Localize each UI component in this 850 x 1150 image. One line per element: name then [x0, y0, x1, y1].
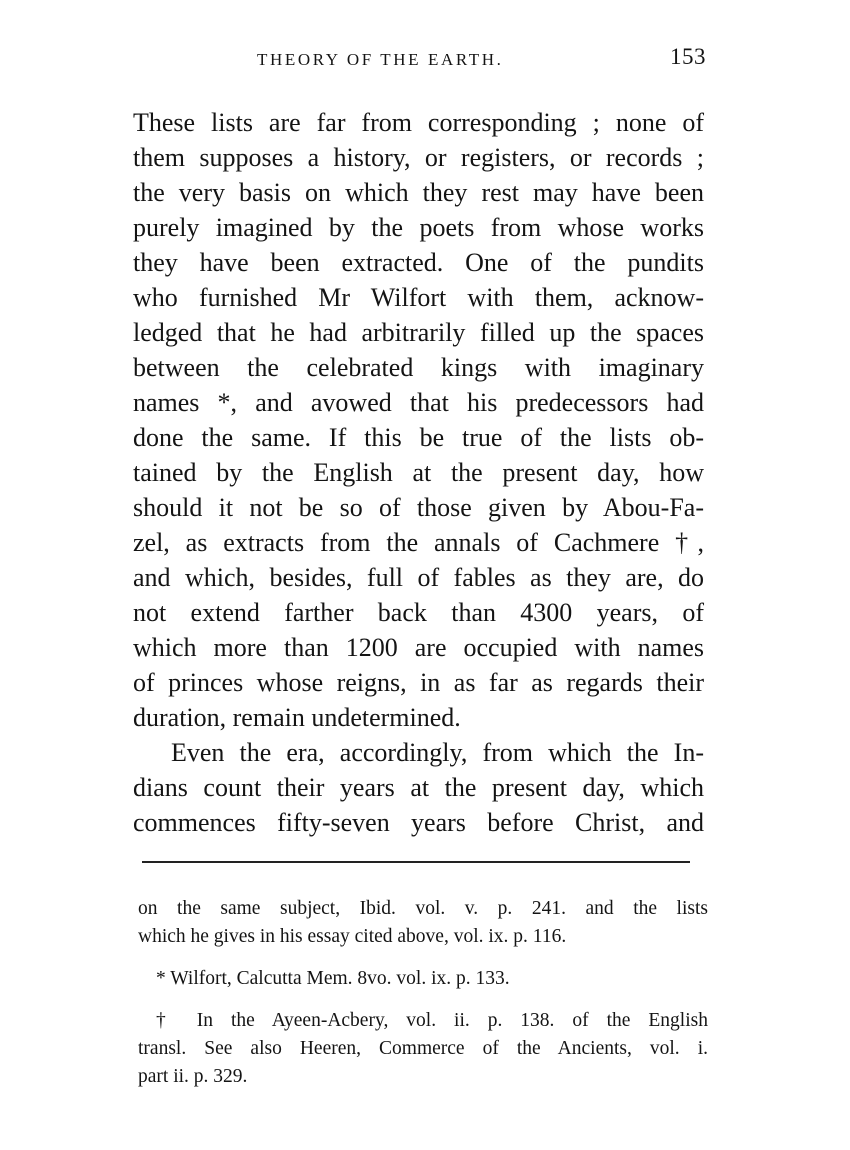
footnote-divider: [142, 861, 690, 863]
footnotes: [138, 895, 708, 1091]
body-line: between the celebrated kings with imaginary: [133, 353, 704, 382]
body-line: and which, besides, full of fables as they are, do: [133, 563, 704, 592]
body-line: purely imagined by the poets from whose works: [133, 213, 704, 242]
body-line: who furnished Mr Wilfort with them, acknow-: [133, 283, 704, 312]
body-line: tained by the English at the present day, how: [133, 458, 704, 487]
body-line: them supposes a history, or registers, or records ;: [133, 143, 704, 172]
body-line: not extend farther back than 4300 years, of: [133, 598, 704, 627]
paragraph-start-line: Even the era, accordingly, from which the In-: [171, 738, 704, 767]
body-line: the very basis on which they rest may have been: [133, 178, 704, 207]
body-line: which more than 1200 are occupied with names: [133, 633, 704, 662]
body-text: [133, 105, 704, 840]
running-title: THEORY OF THE EARTH.: [257, 50, 504, 69]
body-line: done the same. If this be true of the lists ob-: [133, 423, 704, 452]
footnote-dagger-line: transl. See also Heeren, Commerce of the Ancients, vol. i.: [138, 1038, 708, 1059]
page-number: 153: [670, 44, 706, 69]
footnote-asterisk: * Wilfort, Calcutta Mem. 8vo. vol. ix. p. 133.: [156, 968, 510, 989]
body-line: commences fifty-seven years before Christ, and: [133, 808, 704, 837]
body-line: of princes whose reigns, in as far as regards their: [133, 668, 704, 697]
body-line: they have been extracted. One of the pundits: [133, 248, 704, 277]
paragraph-end-line: duration, remain undetermined.: [133, 703, 461, 732]
body-line: dians count their years at the present day, which: [133, 773, 704, 802]
footnote-dagger-line: † In the Ayeen-Acbery, vol. ii. p. 138. of the English: [156, 1010, 708, 1031]
body-line: These lists are far from corresponding ; none of: [133, 108, 704, 137]
footnote-continued-line: on the same subject, Ibid. vol. v. p. 241. and the lists: [138, 898, 708, 919]
body-line: names *, and avowed that his predecessors had: [133, 388, 704, 417]
footnote-continued-line: which he gives in his essay cited above, vol. ix. p. 116.: [138, 926, 567, 947]
body-line: zel, as extracts from the annals of Cachmere †,: [133, 528, 704, 557]
body-line: ledged that he had arbitrarily filled up the spaces: [133, 318, 704, 347]
body-line: should it not be so of those given by Abou-Fa-: [133, 493, 704, 522]
footnote-dagger-line: part ii. p. 329.: [138, 1066, 248, 1087]
running-header: [132, 44, 708, 78]
